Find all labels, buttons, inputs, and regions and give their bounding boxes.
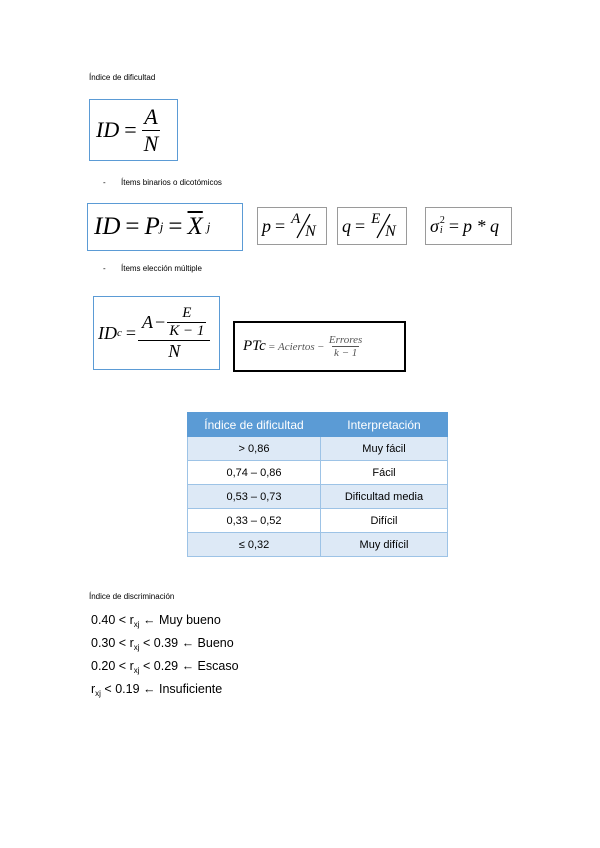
table-row bbox=[188, 533, 448, 557]
formula-outer-numerator bbox=[140, 305, 208, 340]
formula-denominator: N bbox=[305, 223, 316, 240]
discrimination-item bbox=[91, 680, 311, 703]
formula-equals-2: = bbox=[168, 213, 183, 240]
formula-lhs: ID bbox=[98, 322, 117, 343]
formula-equals: = bbox=[125, 322, 137, 343]
formula-equals: = bbox=[124, 117, 137, 142]
table-row bbox=[188, 437, 448, 461]
table-cell-range: 0,53 – 0,73 bbox=[188, 485, 321, 509]
formula-fraction bbox=[142, 104, 161, 157]
disc-post: < 0.29 ← Escaso bbox=[139, 659, 239, 673]
formula-id-binary bbox=[87, 203, 243, 251]
bullet-multiple-choice bbox=[103, 264, 303, 276]
formula-p bbox=[257, 207, 327, 245]
formula-denominator: N bbox=[143, 130, 159, 156]
formula-equals: = bbox=[268, 340, 276, 353]
formula-denominator: k − 1 bbox=[333, 347, 358, 359]
formula-lhs: PTc bbox=[243, 338, 266, 354]
formula-p: P bbox=[144, 213, 160, 240]
table-cell-range: 0,74 – 0,86 bbox=[188, 461, 321, 485]
disc-pre: 0.40 < r bbox=[91, 613, 134, 627]
disc-post: ← Muy bueno bbox=[139, 613, 221, 627]
table-row bbox=[188, 461, 448, 485]
formula-aciertos: Aciertos bbox=[278, 340, 315, 353]
bullet-dash: - bbox=[103, 264, 106, 273]
table-cell-range: 0,33 – 0,52 bbox=[188, 509, 321, 533]
formula-q bbox=[337, 207, 407, 245]
formula-outer-fraction bbox=[140, 305, 208, 362]
disc-sub: xj bbox=[95, 689, 101, 698]
formula-sigma-indices bbox=[440, 216, 445, 236]
formula-inner-denominator: K − 1 bbox=[169, 322, 205, 339]
table-cell-interpretation: Fácil bbox=[321, 461, 448, 485]
table-cell-interpretation: Dificultad media bbox=[321, 485, 448, 509]
formula-lhs: ID bbox=[96, 117, 120, 142]
formula-outer-denominator: N bbox=[138, 340, 210, 362]
disc-sub: xj bbox=[133, 643, 140, 652]
formula-sigma: σ bbox=[430, 215, 439, 236]
table-cell-range: > 0,86 bbox=[188, 437, 321, 461]
formula-rhs: p * q bbox=[463, 215, 500, 236]
table-header-cell: Interpretación bbox=[321, 413, 448, 437]
diagonal-fraction bbox=[289, 211, 319, 241]
table-cell-interpretation: Difícil bbox=[321, 509, 448, 533]
formula-idc bbox=[93, 296, 220, 370]
formula-sigma-sub: i bbox=[439, 225, 443, 236]
difficulty-table bbox=[187, 412, 448, 557]
formula-fraction bbox=[327, 334, 364, 359]
table-cell-range: ≤ 0,32 bbox=[188, 533, 321, 557]
formula-id-main bbox=[89, 99, 178, 161]
formula-ptc bbox=[233, 321, 406, 372]
table-row bbox=[188, 485, 448, 509]
diagonal-fraction bbox=[369, 211, 399, 241]
disc-pre: 0.30 < r bbox=[91, 636, 134, 650]
bullet-label: Ítems elección múltiple bbox=[121, 264, 202, 273]
formula-equals: = bbox=[448, 215, 460, 236]
disc-sub: xj bbox=[133, 620, 140, 629]
formula-p-sub: j bbox=[159, 219, 164, 234]
formula-lhs: q bbox=[342, 215, 351, 236]
table-header-cell: Índice de dificultad bbox=[188, 413, 321, 437]
formula-equals: = bbox=[125, 213, 140, 240]
disc-pre: 0.20 < r bbox=[91, 659, 134, 673]
formula-denominator: N bbox=[385, 223, 396, 240]
bullet-binary-items bbox=[103, 178, 303, 190]
table-cell-interpretation: Muy difícil bbox=[321, 533, 448, 557]
formula-inner-numerator: E bbox=[182, 304, 192, 321]
formula-minus: − bbox=[155, 311, 166, 332]
formula-lhs: p bbox=[262, 215, 271, 236]
formula-sigma-sup: 2 bbox=[439, 215, 445, 226]
formula-lhs: ID bbox=[94, 213, 121, 240]
formula-equals: = bbox=[355, 215, 366, 236]
formula-minus: − bbox=[317, 340, 324, 353]
discrimination-item bbox=[91, 634, 311, 657]
formula-lhs-sub: c bbox=[117, 327, 122, 339]
table-row bbox=[188, 509, 448, 533]
formula-numerator: A bbox=[291, 211, 301, 227]
bullet-dash: - bbox=[103, 178, 106, 187]
formula-x-sub: j bbox=[206, 219, 211, 234]
table-header-row bbox=[188, 413, 448, 437]
discrimination-item bbox=[91, 657, 311, 680]
formula-numerator: E bbox=[371, 211, 381, 227]
discrimination-index-heading: Índice de discriminación bbox=[89, 592, 175, 601]
disc-sub: xj bbox=[133, 666, 140, 675]
formula-variance bbox=[425, 207, 512, 245]
bullet-label: Ítems binarios o dicotómicos bbox=[121, 178, 222, 187]
formula-x-bar: $\overline{X}$ bbox=[187, 213, 203, 240]
disc-post: < 0.39 ← Bueno bbox=[139, 636, 234, 650]
difficulty-index-heading: Índice de dificultad bbox=[89, 73, 156, 82]
formula-inner-fraction bbox=[167, 305, 206, 340]
table-cell-interpretation: Muy fácil bbox=[321, 437, 448, 461]
formula-equals: = bbox=[275, 215, 286, 236]
formula-a: A bbox=[142, 311, 154, 332]
discrimination-list bbox=[91, 611, 311, 703]
formula-numerator: A bbox=[144, 103, 158, 129]
discrimination-item bbox=[91, 611, 311, 634]
formula-numerator: Errores bbox=[328, 334, 363, 346]
disc-pre: r bbox=[91, 682, 96, 696]
disc-post: < 0.19 ← Insuficiente bbox=[100, 682, 223, 696]
